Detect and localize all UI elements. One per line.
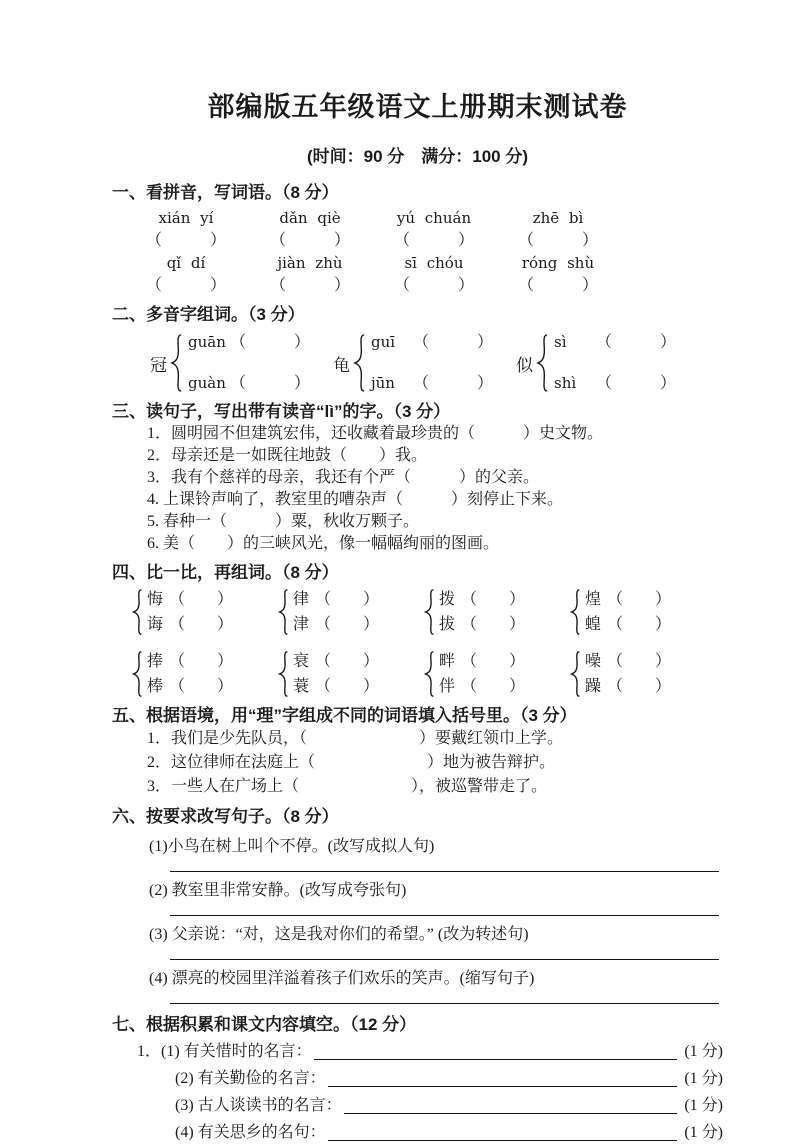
compare-entries	[147, 588, 233, 636]
compare-entry	[585, 588, 671, 611]
hanzi-char: 诲	[147, 616, 164, 633]
sentence-item: 2．母亲还是一如既往地鼓（ ）我。	[147, 447, 428, 464]
pinyin-item	[124, 207, 248, 252]
section-3-heading: 三、读句子，写出带有读音“lì”的字。（3 分）	[112, 402, 451, 421]
sentence-item: 3．我有个慈祥的母亲，我还有个严（ ）的父亲。	[147, 469, 540, 486]
pinyin-word-grid	[124, 207, 723, 297]
pinyin-text: sì	[554, 333, 567, 351]
rewrite-item	[112, 968, 723, 1004]
pinyin-text: jūn	[371, 374, 395, 392]
brace-icon	[132, 651, 143, 697]
compare-entry	[585, 613, 671, 636]
answer-blank: （ ）	[461, 678, 526, 695]
compare-entry	[439, 613, 525, 636]
hanzi-char: 捧	[147, 653, 164, 670]
page-title: 部编版五年级语文上册期末测试卷	[207, 92, 628, 122]
fill-label: (4) 有关思乡的名句：	[175, 1124, 326, 1141]
section-7	[112, 1014, 723, 1146]
brace-icon	[570, 651, 581, 697]
hanzi-char: 拨	[439, 591, 456, 608]
answer-line	[170, 871, 719, 872]
compare-group	[278, 650, 424, 698]
rewrite-prompt: (2) 教室里非常安静。(改写成夸张句)	[149, 882, 407, 899]
compare-row	[132, 588, 723, 636]
pinyin-text: qǐ dí	[166, 254, 206, 272]
answer-blank: （ ）	[315, 653, 380, 670]
compare-entry	[293, 613, 379, 636]
section-5-heading: 五、根据语境，用“理”字组成不同的词语填入括号里。（3 分）	[112, 706, 577, 725]
answer-blank: （ ）	[461, 653, 526, 670]
sentence-item: 1．我们是少先队员，（ ）要戴红领巾上学。	[147, 730, 564, 747]
section-2	[112, 304, 723, 394]
compare-group	[570, 588, 716, 636]
answer-blank: （ ）	[269, 232, 350, 249]
sentence-item: 6. 美（ ）的三峡风光，像一幅幅绚丽的图画。	[147, 535, 500, 552]
score-label: (1 分)	[684, 1070, 723, 1087]
answer-blank: （ ）	[413, 375, 494, 392]
time-score-info: (时间：90 分 满分：100 分)	[306, 147, 529, 166]
hanzi-char: 噪	[585, 653, 602, 670]
compare-group	[424, 588, 570, 636]
hanzi-char: 衰	[293, 653, 310, 670]
fill-item	[137, 1038, 723, 1065]
compare-entry	[147, 650, 233, 673]
pinyin-text: shì	[554, 374, 577, 392]
compare-entries	[439, 588, 525, 636]
polyphone-char: 似	[516, 355, 533, 375]
pinyin-item	[248, 207, 372, 252]
sentence-item: 1．圆明园不但建筑宏伟，还收藏着最珍贵的（ ）史文物。	[147, 425, 604, 442]
hanzi-char: 煌	[585, 591, 602, 608]
pinyin-item	[124, 252, 248, 297]
brace-icon	[278, 651, 289, 697]
polyphone-row	[150, 332, 723, 394]
answer-blank: （ ）	[517, 232, 598, 249]
answer-blank: （ ）	[393, 277, 474, 294]
section-6	[112, 806, 723, 1004]
polyphone-entry	[554, 332, 676, 353]
rewrite-prompt: (3) 父亲说：“对，这是我对你们的希望。” (改为转述句)	[149, 926, 529, 943]
brace-icon	[132, 589, 143, 635]
pinyin-text: dǎn qiè	[279, 209, 341, 227]
answer-blank: （ ）	[517, 277, 598, 294]
compare-group	[570, 650, 716, 698]
polyphone-entry	[188, 373, 310, 394]
compare-entry	[439, 650, 525, 673]
answer-line	[170, 915, 719, 916]
brace-icon	[353, 334, 366, 392]
fill-item	[175, 1065, 723, 1092]
brace-icon	[570, 589, 581, 635]
brace-icon	[424, 589, 435, 635]
compare-entry	[293, 675, 379, 698]
compare-group	[278, 588, 424, 636]
hanzi-char: 律	[293, 591, 310, 608]
answer-blank: （ ）	[607, 616, 672, 633]
answer-blank: （ ）	[169, 653, 234, 670]
answer-blank: （ ）	[169, 678, 234, 695]
answer-blank: （ ）	[315, 616, 380, 633]
compare-entries	[439, 650, 525, 698]
pinyin-text: guàn	[188, 374, 226, 392]
section-6-heading: 六、按要求改写句子。（8 分）	[112, 807, 339, 826]
compare-group	[424, 650, 570, 698]
score-label: (1 分)	[684, 1097, 723, 1114]
compare-entries	[293, 588, 379, 636]
answer-blank: （ ）	[315, 678, 380, 695]
compare-entry	[147, 613, 233, 636]
polyphone-char: 冠	[150, 355, 167, 375]
brace-icon	[424, 651, 435, 697]
answer-blank: （ ）	[393, 232, 474, 249]
hanzi-char: 蝗	[585, 616, 602, 633]
rewrite-prompt: (4) 漂亮的校园里洋溢着孩子们欢乐的笑声。(缩写句子)	[149, 970, 535, 987]
section-5	[112, 705, 723, 799]
answer-blank: （ ）	[145, 277, 226, 294]
answer-blank: （ ）	[230, 375, 311, 392]
section-7-heading: 七、根据积累和课文内容填空。（12 分）	[112, 1015, 417, 1034]
compare-entry	[147, 588, 233, 611]
answer-blank: （ ）	[145, 232, 226, 249]
section-3	[112, 401, 723, 555]
answer-blank: （ ）	[596, 334, 677, 351]
compare-group	[132, 588, 278, 636]
fill-label: 1．(1) 有关惜时的名言：	[137, 1043, 312, 1060]
polyphone-entry	[554, 373, 676, 394]
polyphone-char: 龟	[333, 355, 350, 375]
pinyin-item	[372, 207, 496, 252]
pinyin-item	[248, 252, 372, 297]
section-1	[112, 182, 723, 297]
brace-icon	[536, 334, 549, 392]
pinyin-text: xián yí	[158, 209, 214, 227]
sentence-item: 2．这位律师在法庭上（ ）地为被告辩护。	[147, 754, 556, 771]
pinyin-text: guān	[188, 333, 226, 351]
pinyin-text: zhē bì	[532, 209, 584, 227]
answer-blank: （ ）	[169, 591, 234, 608]
pinyin-text: sī chóu	[404, 254, 464, 272]
polyphone-group	[150, 332, 333, 394]
answer-blank: （ ）	[461, 591, 526, 608]
polyphone-entry	[371, 332, 493, 353]
compare-entry	[439, 588, 525, 611]
polyphone-group	[333, 332, 516, 394]
answer-blank: （ ）	[413, 334, 494, 351]
rewrite-item	[112, 924, 723, 960]
answer-blank: （ ）	[269, 277, 350, 294]
score-label: (1 分)	[684, 1043, 723, 1060]
compare-entries	[293, 650, 379, 698]
compare-entries	[585, 588, 671, 636]
brace-icon	[170, 334, 183, 392]
compare-group	[132, 650, 278, 698]
section-2-heading: 二、多音字组词。（3 分）	[112, 305, 305, 324]
compare-entry	[439, 675, 525, 698]
answer-blank: （ ）	[315, 591, 380, 608]
fill-label: (3) 古人谈读书的名言：	[175, 1097, 342, 1114]
section-4-heading: 四、比一比，再组词。（8 分）	[112, 563, 339, 582]
compare-entry	[293, 650, 379, 673]
pinyin-item	[496, 207, 620, 252]
answer-blank: （ ）	[607, 591, 672, 608]
answer-line	[170, 959, 719, 960]
hanzi-char: 悔	[147, 591, 164, 608]
polyphone-entries	[371, 332, 493, 394]
hanzi-char: 躁	[585, 678, 602, 695]
rewrite-item	[112, 880, 723, 916]
rewrite-item	[112, 836, 723, 872]
polyphone-group	[516, 332, 699, 394]
polyphone-entry	[371, 373, 493, 394]
fill-label: (2) 有关勤俭的名言：	[175, 1070, 326, 1087]
polyphone-entry	[188, 332, 310, 353]
section-1-heading: 一、看拼音，写词语。（8 分）	[112, 183, 339, 202]
section-4	[112, 562, 723, 698]
hanzi-char: 畔	[439, 653, 456, 670]
compare-entry	[585, 650, 671, 673]
sentence-item: 5. 春种一（ ）粟，秋收万颗子。	[147, 513, 420, 530]
sentence-item: 3．一些人在广场上（ ），被巡警带走了。	[147, 778, 548, 795]
pinyin-text: yú chuán	[396, 209, 472, 227]
polyphone-entries	[554, 332, 676, 394]
pinyin-item	[496, 252, 620, 297]
hanzi-char: 伴	[439, 678, 456, 695]
answer-underline	[314, 1059, 678, 1060]
pinyin-text: róng shù	[521, 254, 595, 272]
answer-blank: （ ）	[169, 616, 234, 633]
compare-row	[132, 650, 723, 698]
pinyin-text: guī	[371, 333, 396, 351]
polyphone-entries	[188, 332, 310, 394]
hanzi-char: 津	[293, 616, 310, 633]
compare-entries	[585, 650, 671, 698]
hanzi-char: 棒	[147, 678, 164, 695]
compare-entries	[147, 650, 233, 698]
brace-icon	[278, 589, 289, 635]
compare-entry	[585, 675, 671, 698]
fill-item	[175, 1119, 723, 1146]
answer-blank: （ ）	[230, 334, 311, 351]
answer-blank: （ ）	[607, 653, 672, 670]
answer-blank: （ ）	[607, 678, 672, 695]
rewrite-prompt: (1)小鸟在树上叫个不停。(改写成拟人句)	[149, 838, 435, 855]
answer-underline	[344, 1113, 678, 1114]
hanzi-char: 拔	[439, 616, 456, 633]
compare-entry	[147, 675, 233, 698]
pinyin-item	[372, 252, 496, 297]
sentence-item: 4. 上课铃声响了，教室里的嘈杂声（ ）刻停止下来。	[147, 491, 564, 508]
score-label: (1 分)	[684, 1124, 723, 1141]
fill-item	[175, 1092, 723, 1119]
answer-blank: （ ）	[596, 375, 677, 392]
answer-blank: （ ）	[461, 616, 526, 633]
answer-underline	[328, 1140, 678, 1141]
hanzi-char: 蓑	[293, 678, 310, 695]
answer-line	[170, 1003, 719, 1004]
answer-underline	[328, 1086, 678, 1087]
pinyin-text: jiàn zhù	[277, 254, 343, 272]
compare-entry	[293, 588, 379, 611]
